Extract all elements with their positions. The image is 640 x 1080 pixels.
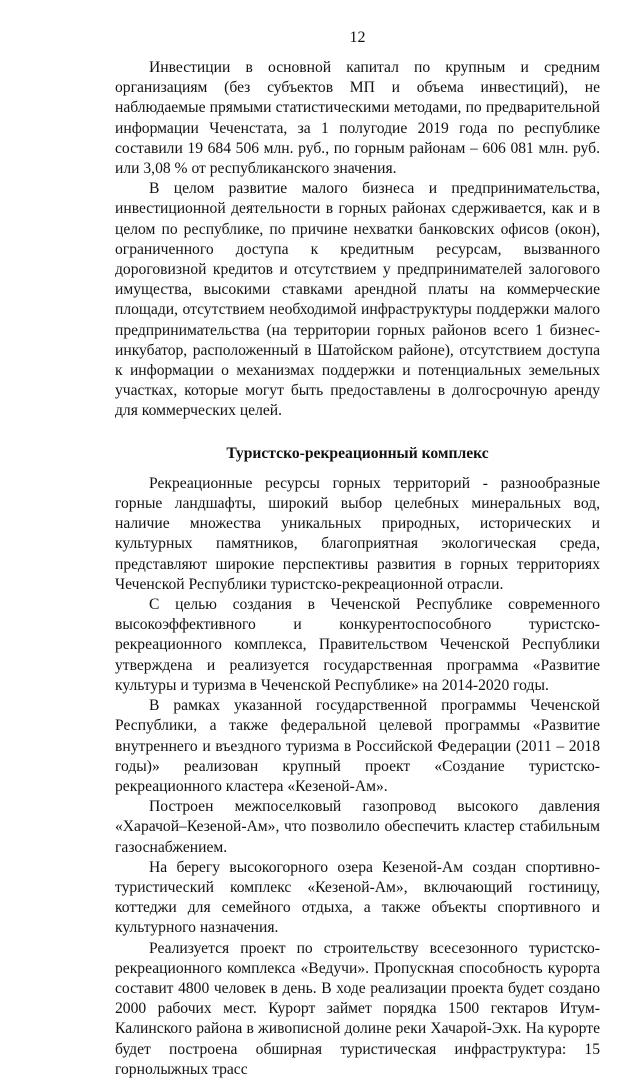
paragraph-state-program: С целью создания в Чеченской Республике современного высокоэффективного и конкурентоспособного туристско-рекреационного комплекса, Правительством Чеченской Республики утверждена и реализуется государственная программа «Развитие культуры и туризма в Чеченской Республике» на 2014-2020 годы.: [115, 596, 600, 694]
paragraph-recreation-resources: Рекреационные ресурсы горных территорий - разнообразные горные ландшафты, широкий выбор целебных минеральных вод, наличие множества уникальных природных, исторических и культурных памятников, благоприятная экологическая среда, представляют широкие перспективы развития в горных территориях Чеченской Республики туристско-рекреационной отрасли.: [115, 474, 600, 593]
paragraph-veduchi-resort: Реализуется проект по строительству всесезонного туристско-рекреационного комплекса «Ведучи». Пропускная способность курорта составит 4800 человек в день. В ходе реализации проекта будет создано 2000 рабочих мест. Курорт займет порядка 1500 гектаров Итум-Калинского района в живописной долине реки Хачарой-Эхк. На курорте будет построена обширная туристическая инфраструктура: 15 горнолыжных трасс: [115, 939, 600, 1078]
section-heading: Туристско-рекреационный комплекс: [226, 444, 489, 462]
paragraph-investments: Инвестиции в основной капитал по крупным и средним организациям (без субъектов МП и объема инвестиций), не наблюдаемые прямыми статистическими методами, по предварительной информации Чеченстата, за 1 полугодие 2019 года по республике составили 19 684 506 млн. руб., по горным районам – 606 081 млн. руб. или 3,08 % от республиканского значения.: [115, 59, 600, 178]
paragraph-small-business: В целом развитие малого бизнеса и предпринимательства, инвестиционной деятельности в горных районах сдерживается, как и в целом по республике, по причине нехватки банковских офисов (окон), ограниченного доступа к кредитным ресурсам, вызванного дороговизной кредитов и отсутствием у предпринимателей залогового имущества, высокими ставками арендной платы на коммерческие площади, отсутствием необходимой инфраструктуры поддержки малого предпринимательства (на территории горных районов всего 1 бизнес-инкубатор, расположенный в Шатойском районе), отсутствием доступа к информации о механизмах поддержки и потенциальных земельных участках, которые могут быть предоставлены в долгосрочную аренду для коммерческих целей.: [115, 180, 600, 420]
paragraph-gas-pipeline: Построен межпоселковый газопровод высокого давления «Харачой–Кезеной-Ам», что позволило обеспечить кластер стабильным газоснабжением.: [115, 798, 600, 856]
paragraph-sports-complex: На берегу высокогорного озера Кезеной-Ам создан спортивно-туристический комплекс «Кезеной-Ам», включающий гостиницу, коттеджи для семейного отдыха, а также объекты спортивного и культурного назначения.: [115, 858, 600, 937]
page-number: 12: [349, 29, 366, 46]
paragraph-kezenoy-am-project: В рамках указанной государственной программы Чеченской Республики, а также федеральной целевой программы «Развитие внутреннего и въездного туризма в Российской Федерации (2011 – 2018 годы)» реализован крупный проект «Создание туристско-рекреационного кластера «Кезеной-Ам».: [115, 697, 600, 795]
